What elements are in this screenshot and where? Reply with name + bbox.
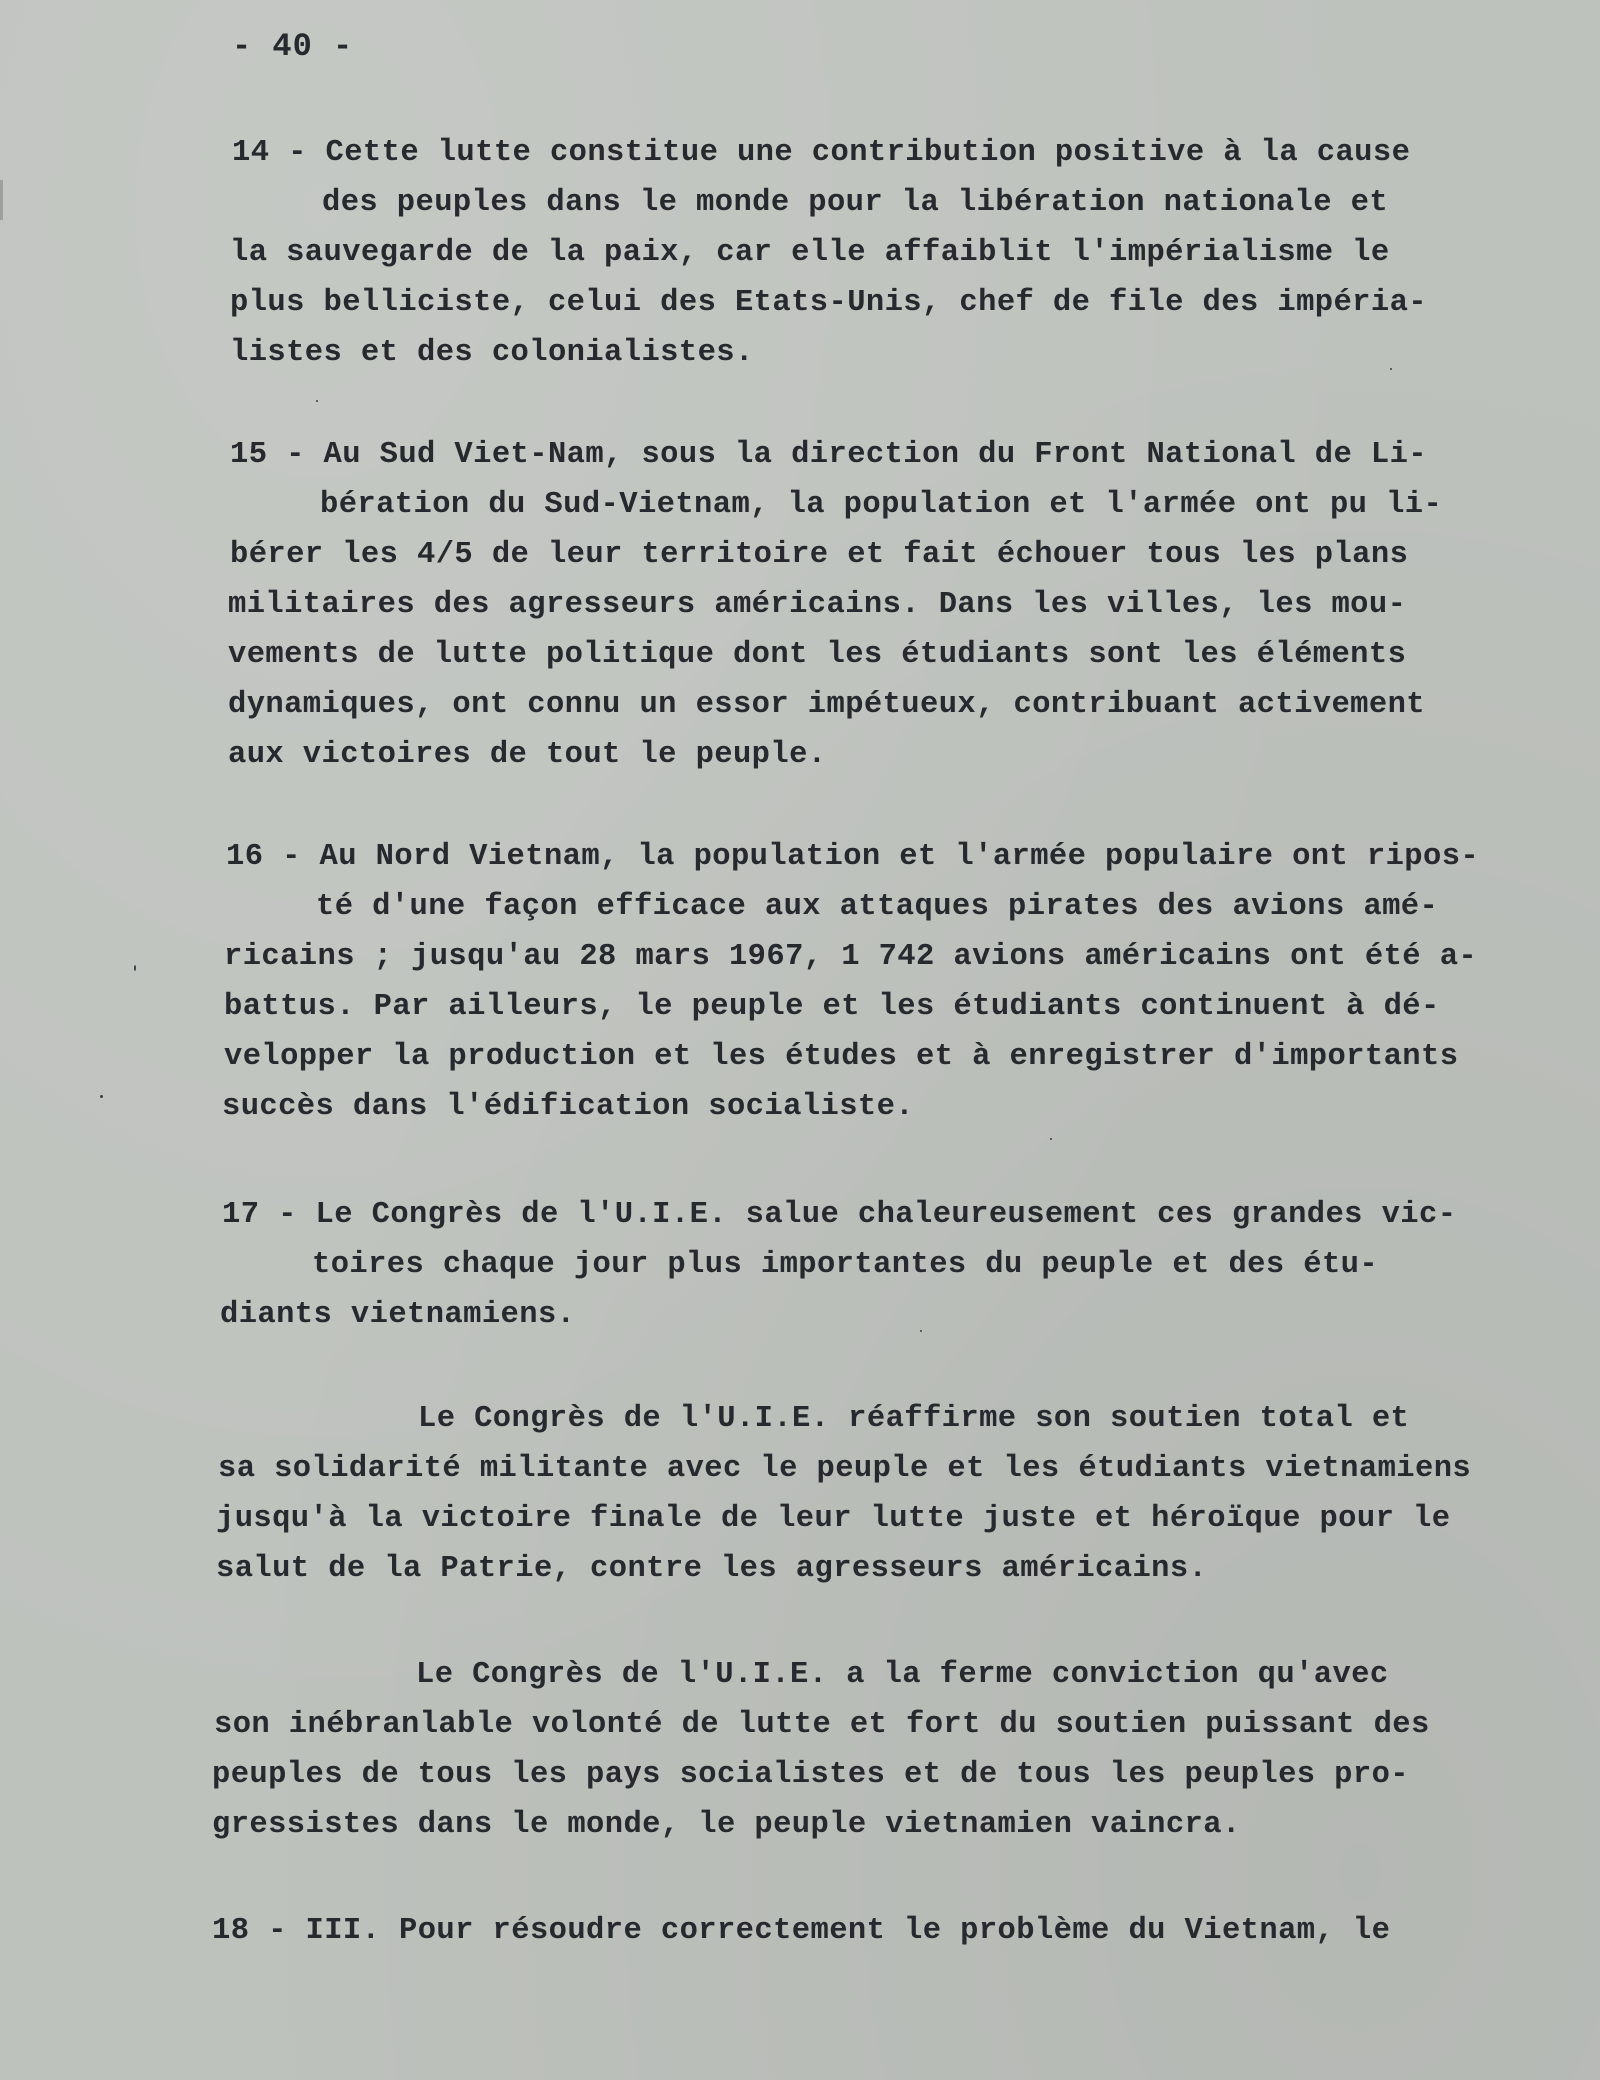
paragraph-16-line-6: succès dans l'édification socialiste.	[222, 1090, 915, 1124]
paragraph-18-line-1: 18 - III. Pour résoudre correctement le problème du Vietnam, le	[212, 1914, 1391, 1948]
paragraph-17c-line-3: peuples de tous les pays socialistes et de tous les peuples pro-	[212, 1758, 1409, 1792]
paragraph-15-line-5: vements de lutte politique dont les étudiants sont les éléments	[228, 638, 1407, 672]
scan-speck	[316, 400, 318, 402]
paragraph-17b-line-3: jusqu'à la victoire finale de leur lutte juste et héroïque pour le	[216, 1502, 1451, 1536]
paragraph-14-line-5: listes et des colonialistes.	[230, 336, 754, 370]
paragraph-16-line-3: ricains ; jusqu'au 28 mars 1967, 1 742 avions américains ont été a-	[224, 940, 1478, 974]
paragraph-17-line-2: toires chaque jour plus importantes du peuple et des étu-	[312, 1248, 1379, 1282]
scan-edge-mark	[0, 180, 3, 220]
paragraph-15-line-7: aux victoires de tout le peuple.	[228, 738, 827, 772]
page-number: - 40 -	[232, 28, 354, 65]
paragraph-14-line-4: plus belliciste, celui des Etats-Unis, chef de file des impéria-	[230, 286, 1427, 320]
paragraph-16-line-5: velopper la production et les études et à enregistrer d'importants	[224, 1040, 1459, 1074]
scan-speck	[1050, 1138, 1052, 1140]
scan-speck	[134, 965, 136, 971]
scan-speck	[1390, 368, 1392, 370]
paragraph-16-line-1: 16 - Au Nord Vietnam, la population et l'armée populaire ont ripos-	[226, 840, 1480, 874]
paragraph-14-line-3: la sauvegarde de la paix, car elle affaiblit l'impérialisme le	[230, 236, 1390, 270]
scan-speck	[920, 1330, 922, 1332]
paragraph-15-line-1: 15 - Au Sud Viet-Nam, sous la direction du Front National de Li-	[230, 438, 1427, 472]
paragraph-15-line-6: dynamiques, ont connu un essor impétueux, contribuant activement	[228, 688, 1425, 722]
paragraph-17b-line-2: sa solidarité militante avec le peuple et les étudiants vietnamiens	[218, 1452, 1472, 1486]
paragraph-14-line-1: 14 - Cette lutte constitue une contribution positive à la cause	[232, 136, 1411, 170]
paragraph-16-line-4: battus. Par ailleurs, le peuple et les étudiants continuent à dé-	[224, 990, 1440, 1024]
paragraph-17c-line-4: gressistes dans le monde, le peuple vietnamien vaincra.	[212, 1808, 1241, 1842]
paragraph-16-line-2: té d'une façon efficace aux attaques pirates des avions amé-	[316, 890, 1439, 924]
paragraph-15-line-4: militaires des agresseurs américains. Dans les villes, les mou-	[228, 588, 1407, 622]
paragraph-17b-line-4: salut de la Patrie, contre les agresseurs américains.	[216, 1552, 1208, 1586]
paragraph-14-line-2: des peuples dans le monde pour la libération nationale et	[322, 186, 1389, 220]
paragraph-17b-line-1: Le Congrès de l'U.I.E. réaffirme son soutien total et	[418, 1402, 1410, 1436]
paragraph-17c-line-1: Le Congrès de l'U.I.E. a la ferme conviction qu'avec	[416, 1658, 1389, 1692]
paragraph-15-line-2: bération du Sud-Vietnam, la population et l'armée ont pu li-	[320, 488, 1443, 522]
paragraph-17-line-1: 17 - Le Congrès de l'U.I.E. salue chaleureusement ces grandes vic-	[222, 1198, 1457, 1232]
paragraph-15-line-3: bérer les 4/5 de leur territoire et fait échouer tous les plans	[230, 538, 1409, 572]
scan-speck	[100, 1095, 103, 1098]
paragraph-17-line-3: diants vietnamiens.	[220, 1298, 576, 1332]
paragraph-17c-line-2: son inébranlable volonté de lutte et fort du soutien puissant des	[214, 1708, 1430, 1742]
